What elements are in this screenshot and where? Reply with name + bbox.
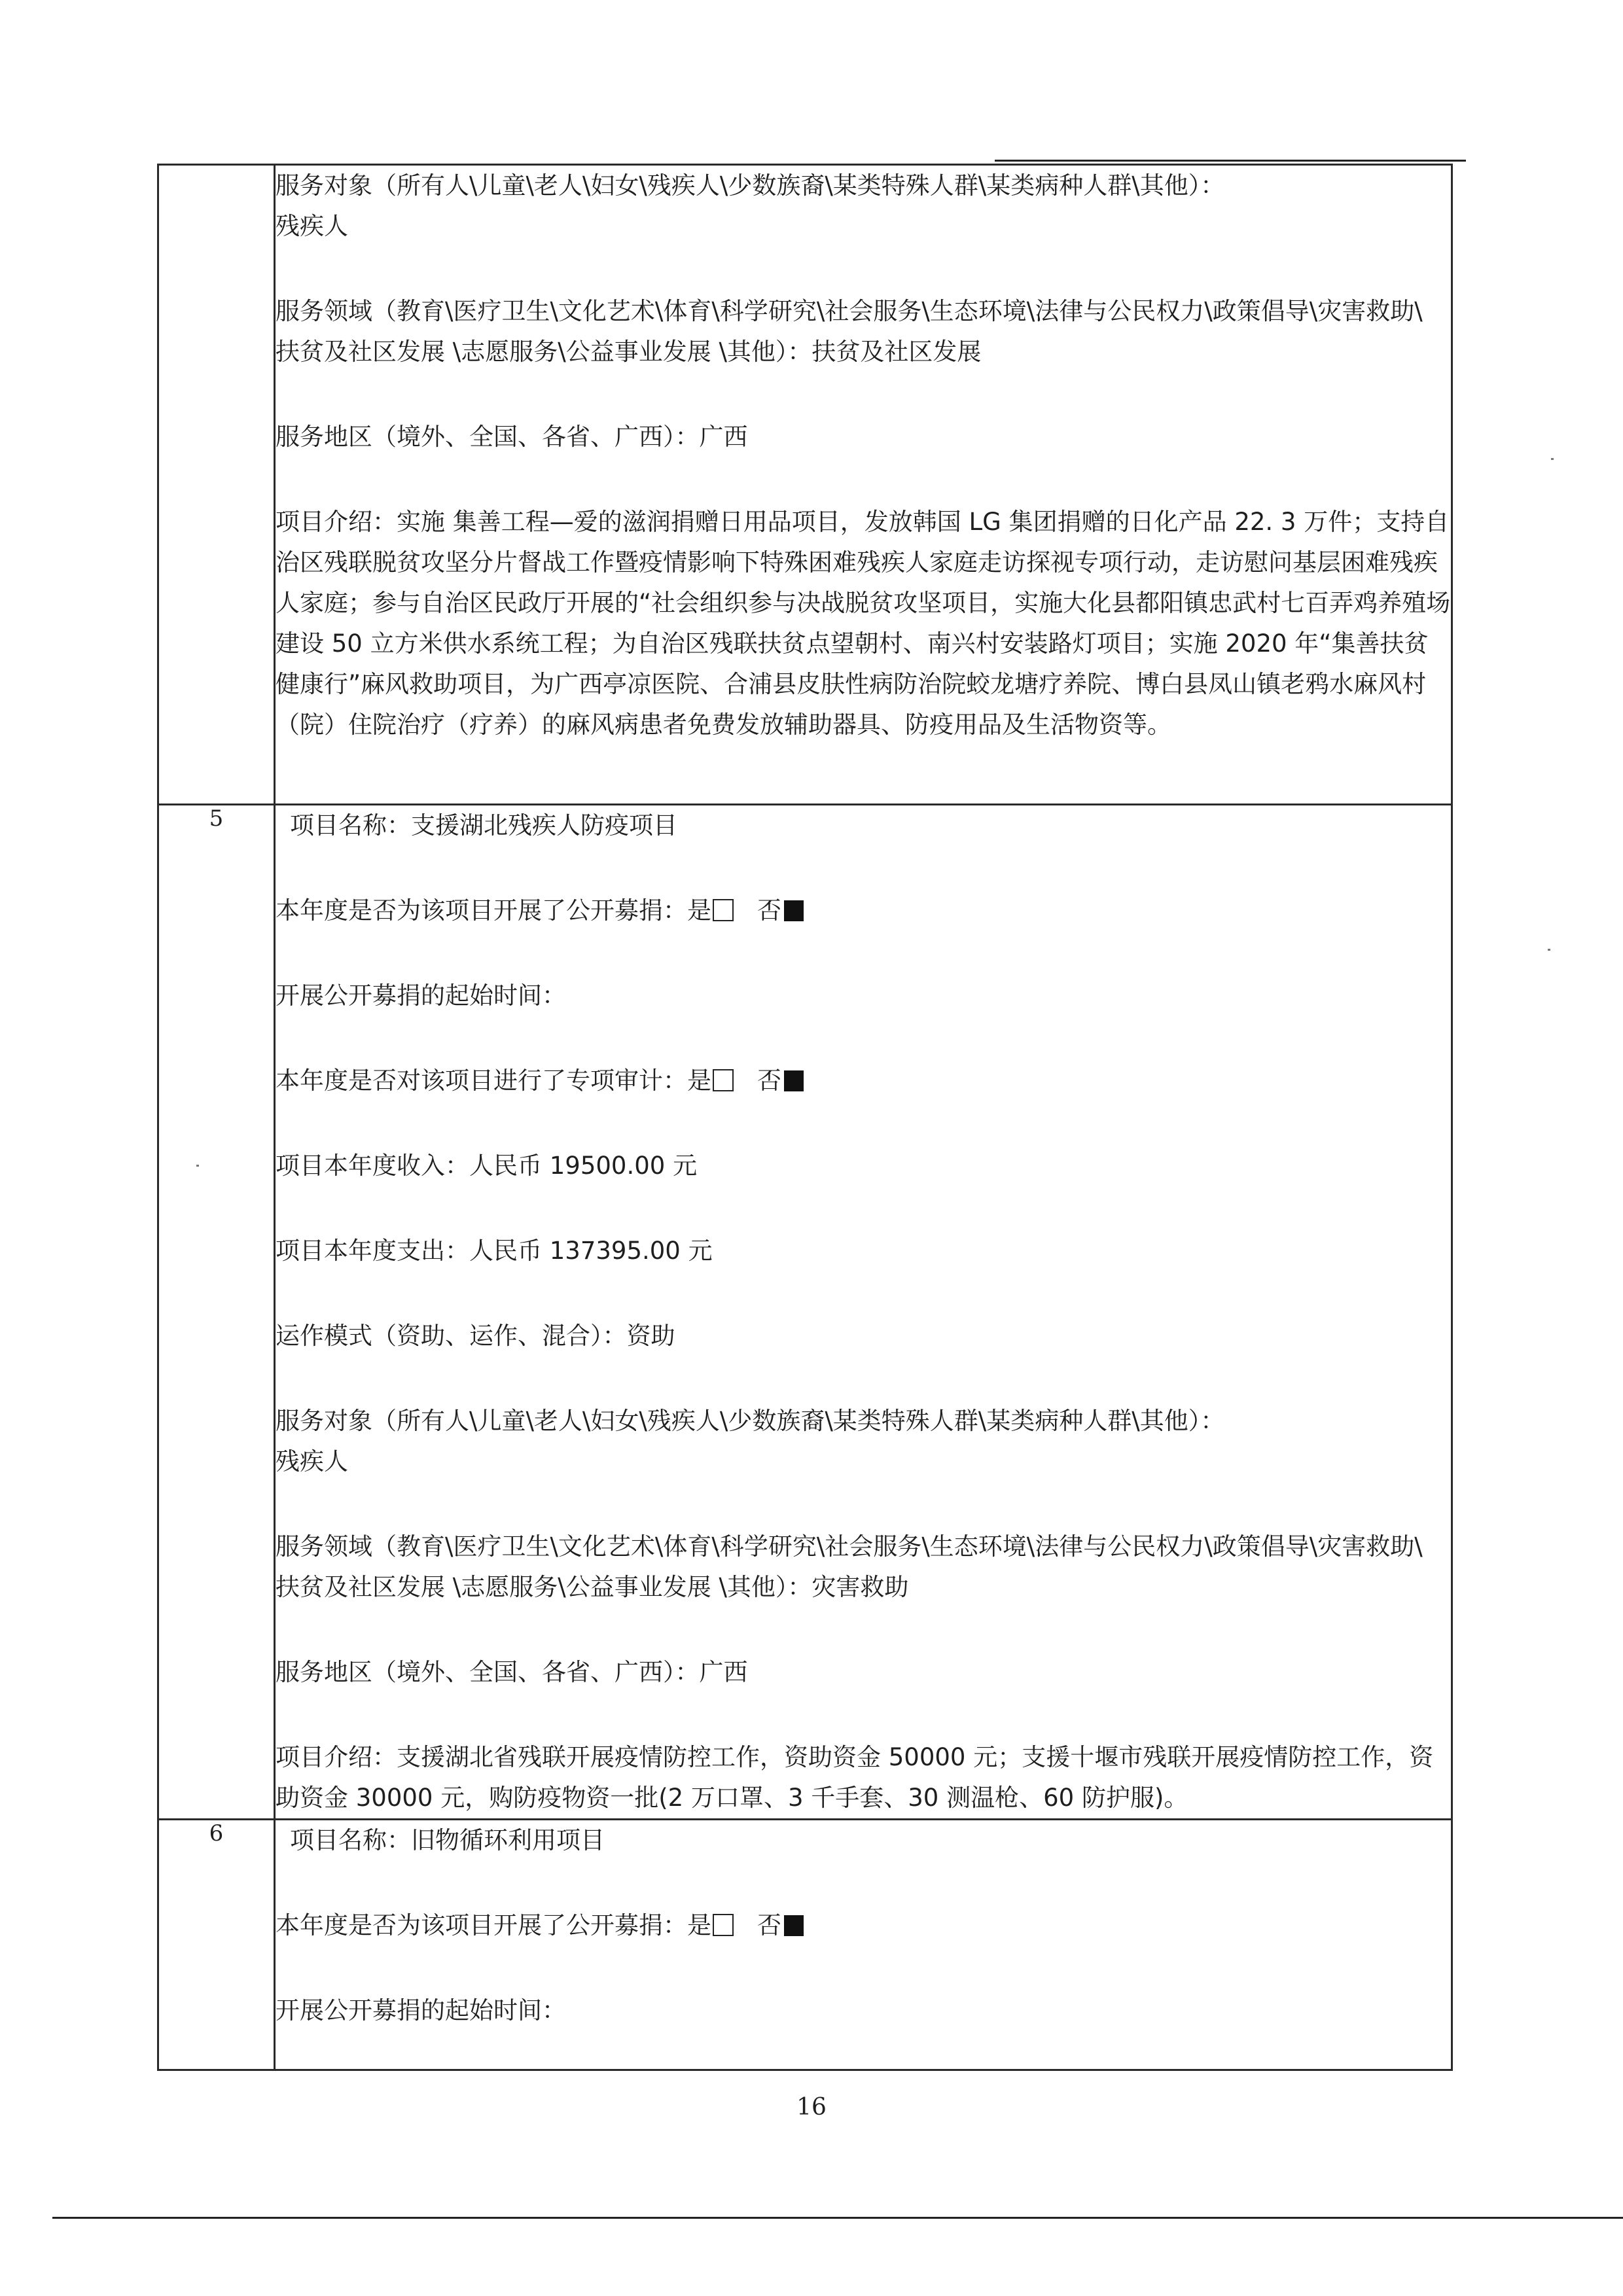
table-row-continued bbox=[158, 165, 1452, 805]
project-intro: 项目介绍：支援湖北省残联开展疫情防控工作，资助资金 50000 元；支援十堰市残联开展疫情防控工作，资助资金 30000 元，购防疫物资一批(2 万口罩、3 千手套、30 测温枪、60 防护服)。 bbox=[276, 1743, 1434, 1812]
no-label: 否 bbox=[757, 1067, 781, 1095]
annual-income: 项目本年度收入：人民币 19500.00 元 bbox=[276, 1152, 698, 1180]
no-label: 否 bbox=[757, 1911, 781, 1939]
public-fundraising-question bbox=[276, 891, 1451, 931]
project-intro: 项目介绍：实施 集善工程—爱的滋润捐赠日用品项目，发放韩国 LG 集团捐赠的日化产品 22. 3 万件；支持自治区残联脱贫攻坚分片督战工作暨疫情影响下特殊困难残疾人家庭走访探视专项行动，走访慰问基层困难残疾人家庭；参与自治区民政厅开展的“社会组织参与决战脱贫攻坚项目，实施大化县都阳镇忠武村七百弄鸡养殖场建设 50 立方米供水系统工程；为自治区残联扶贫点望朝村、南兴村安装路灯项目；实施 2020 年“集善扶贫健康行”麻风救助项目，为广西亭凉医院、合浦县皮肤性病防治院蛟龙塘疗养院、博白县凤山镇老鸦水麻风村（院）住院治疗（疗养）的麻风病患者免费发放辅助器具、防疫用品及生活物资等。 bbox=[276, 508, 1451, 739]
scan-border-line-top bbox=[995, 160, 1466, 162]
public-fundraising-question-text: 本年度是否为该项目开展了公开募捐：是 bbox=[276, 1911, 711, 1939]
checkbox-unchecked-icon bbox=[713, 1914, 734, 1936]
checkbox-unchecked-icon bbox=[713, 1069, 734, 1091]
row-number: 6 bbox=[158, 1820, 275, 2070]
public-fundraising-question bbox=[276, 1905, 1451, 1946]
service-domain: 服务领域（教育\医疗卫生\文化艺术\体育\科学研究\社会服务\生态环境\法律与公民权力\政策倡导\灾害救助\ 扶贫及社区发展 \志愿服务\公益事业发展 \其他）：灾害救助 bbox=[276, 1532, 1423, 1601]
page-number: 16 bbox=[796, 2094, 827, 2121]
operation-mode: 运作模式（资助、运作、混合）：资助 bbox=[276, 1322, 675, 1350]
project-name: 项目名称：支援湖北残疾人防疫项目 bbox=[290, 811, 677, 839]
table-row-project-6 bbox=[158, 1820, 1452, 2070]
scan-speck bbox=[1551, 458, 1554, 460]
fundraising-start-time: 开展公开募捐的起始时间： bbox=[276, 981, 566, 1010]
service-target-label: 服务对象（所有人\儿童\老人\妇女\残疾人\少数族裔\某类特殊人群\某类病种人群\其他）： bbox=[276, 171, 1225, 200]
no-label: 否 bbox=[757, 896, 781, 925]
project-6-content-cell bbox=[275, 1820, 1452, 2070]
project-5-content-cell bbox=[275, 805, 1452, 1820]
service-region: 服务地区（境外、全国、各省、广西）：广西 bbox=[276, 423, 748, 451]
service-target-value: 残疾人 bbox=[276, 212, 348, 240]
project-report-table bbox=[157, 164, 1453, 2071]
checkbox-checked-icon bbox=[784, 900, 804, 921]
special-audit-question bbox=[276, 1061, 1451, 1101]
service-target-label: 服务对象（所有人\儿童\老人\妇女\残疾人\少数族裔\某类特殊人群\某类病种人群\其他）： bbox=[276, 1407, 1225, 1435]
fundraising-start-time: 开展公开募捐的起始时间： bbox=[276, 1996, 566, 2024]
row-number: 5 bbox=[158, 805, 275, 1820]
table-row-project-5 bbox=[158, 805, 1452, 1820]
public-fundraising-question-text: 本年度是否为该项目开展了公开募捐：是 bbox=[276, 896, 711, 925]
service-target-value: 残疾人 bbox=[276, 1447, 348, 1475]
checkbox-checked-icon bbox=[784, 1070, 804, 1091]
service-region: 服务地区（境外、全国、各省、广西）：广西 bbox=[276, 1658, 748, 1686]
checkbox-checked-icon bbox=[784, 1915, 804, 1936]
service-domain: 服务领域（教育\医疗卫生\文化艺术\体育\科学研究\社会服务\生态环境\法律与公民权力\政策倡导\灾害救助\ 扶贫及社区发展 \志愿服务\公益事业发展 \其他）：扶贫及社区发展 bbox=[276, 297, 1423, 366]
row-number-cell-empty bbox=[158, 165, 275, 805]
special-audit-question-text: 本年度是否对该项目进行了专项审计：是 bbox=[276, 1067, 711, 1095]
checkbox-unchecked-icon bbox=[713, 899, 734, 921]
continued-content-cell bbox=[275, 165, 1452, 805]
annual-expense: 项目本年度支出：人民币 137395.00 元 bbox=[276, 1237, 713, 1265]
scan-speck bbox=[1548, 949, 1550, 951]
scan-speck bbox=[196, 1165, 199, 1167]
project-name: 项目名称：旧物循环利用项目 bbox=[290, 1826, 605, 1854]
scan-border-line-bottom bbox=[52, 2217, 1623, 2219]
